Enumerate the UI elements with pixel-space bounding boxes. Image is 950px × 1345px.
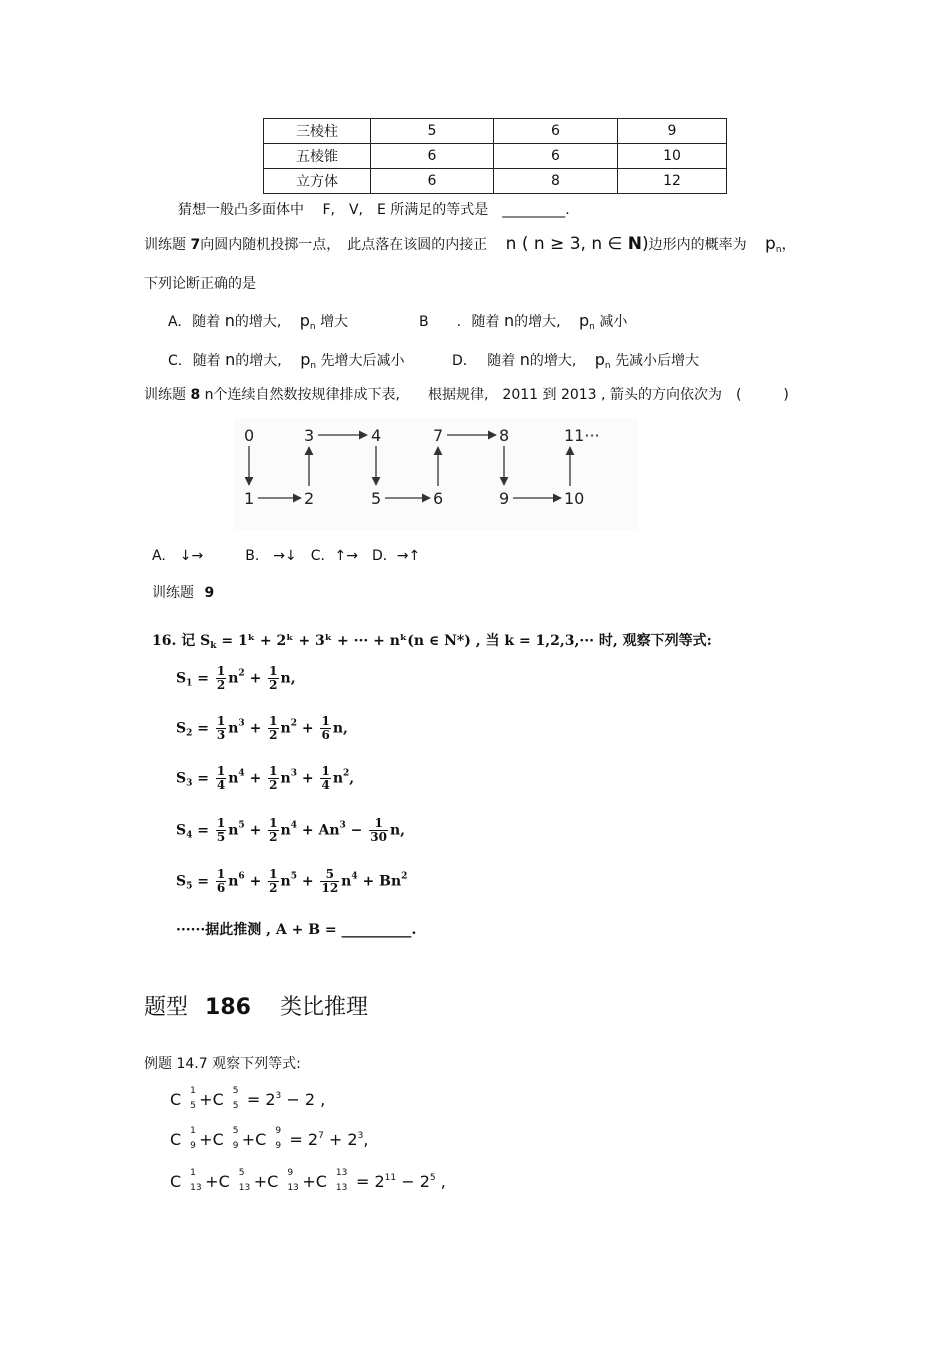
table-cell: 5 bbox=[371, 119, 494, 144]
p-symbol: p bbox=[765, 234, 776, 254]
section-heading bbox=[144, 990, 368, 1021]
s-symbol: S bbox=[176, 770, 187, 787]
fraction: $\frac{5}{12}$ bbox=[321, 867, 339, 895]
fraction: $\frac{1}{2}$ bbox=[216, 664, 226, 692]
problem-9-line bbox=[152, 582, 214, 602]
equals: = bbox=[197, 770, 209, 787]
exponent: 3 bbox=[290, 768, 297, 779]
comma: , bbox=[343, 720, 348, 737]
fraction: $\frac{1}{3}$ bbox=[216, 714, 226, 742]
option-label: B . bbox=[419, 314, 462, 330]
c-symbol: C bbox=[212, 1090, 224, 1109]
s-symbol: S bbox=[176, 873, 187, 890]
problem-label: 训练题 bbox=[152, 585, 194, 601]
exponent: 7 bbox=[318, 1131, 324, 1141]
var-n: n bbox=[228, 822, 239, 839]
option-c bbox=[168, 350, 405, 371]
p-n bbox=[595, 350, 611, 369]
plus: + bbox=[301, 720, 314, 737]
index-stack: 9 9 bbox=[275, 1126, 282, 1151]
table-cell: 10 bbox=[618, 144, 727, 169]
problem-7-line bbox=[144, 234, 796, 255]
node-3: 3 bbox=[304, 426, 315, 445]
term-b: Bn bbox=[379, 873, 402, 890]
node-11: 11··· bbox=[564, 426, 600, 445]
index-stack: 1 9 bbox=[190, 1126, 196, 1151]
index-stack: 13 13 bbox=[335, 1168, 348, 1193]
combination-eq-2: C 1 9 +C 5 9 +C 9 9 = $2^7 + 2^3$, bbox=[170, 1128, 368, 1154]
section-number: 186 bbox=[205, 995, 251, 1020]
c-symbol: C bbox=[255, 1130, 267, 1149]
comma: , bbox=[290, 670, 296, 687]
p-symbol: p bbox=[579, 311, 590, 330]
equation-s5 bbox=[176, 868, 407, 895]
fraction: $\frac{1}{2}$ bbox=[269, 867, 278, 895]
c-symbol: C bbox=[170, 1090, 182, 1109]
exponent: 5 bbox=[238, 820, 245, 831]
plus: + bbox=[249, 670, 262, 687]
s-subscript: 2 bbox=[186, 728, 193, 739]
table-cell: 6 bbox=[371, 169, 494, 194]
p-symbol: p bbox=[594, 350, 605, 369]
q16-lead: 16. 记 bbox=[152, 633, 196, 649]
node-4: 4 bbox=[371, 426, 382, 445]
table-cell: 立方体 bbox=[264, 169, 371, 194]
plus: + bbox=[301, 770, 314, 787]
set-n: N bbox=[627, 234, 642, 254]
table-cell: 6 bbox=[494, 119, 618, 144]
fraction: $\frac{1}{6}$ bbox=[321, 714, 330, 742]
problem-text: 向圆内随机投掷一点， 此点落在该圆的内接正 bbox=[200, 237, 488, 253]
problem-label: 训练题 bbox=[144, 237, 186, 253]
close-paren: ) bbox=[641, 234, 649, 254]
exponent: 2 bbox=[401, 871, 408, 882]
var-n: n bbox=[503, 311, 515, 330]
var-n: n bbox=[228, 670, 239, 687]
q16-final: ······据此推测 , A + B = __________. bbox=[176, 922, 417, 938]
plus: + bbox=[301, 822, 314, 839]
s-subscript: 5 bbox=[186, 881, 193, 892]
s-symbol: S bbox=[176, 670, 187, 687]
plus: + bbox=[249, 873, 262, 890]
probability-pn bbox=[765, 234, 782, 254]
option-text: 的增大, bbox=[529, 353, 577, 369]
p-n bbox=[300, 350, 316, 369]
fraction: $\frac{1}{5}$ bbox=[216, 816, 226, 844]
index-stack: 1 13 bbox=[190, 1168, 202, 1193]
p-subscript: n bbox=[310, 361, 317, 371]
rhs: = 2 bbox=[246, 1090, 276, 1109]
problem-number: 7 bbox=[190, 237, 201, 253]
var-n: n bbox=[332, 770, 344, 787]
fraction: $\frac{1}{6}$ bbox=[216, 867, 226, 895]
s-subscript: 1 bbox=[186, 678, 193, 689]
exponent: 2 bbox=[290, 718, 297, 729]
equation-s2 bbox=[176, 715, 348, 742]
option-result: 增大 bbox=[320, 314, 349, 330]
option-text: 随着 bbox=[487, 353, 516, 369]
c-symbol: C bbox=[170, 1130, 182, 1149]
equation-s3 bbox=[176, 765, 354, 792]
problem-text-2: 边形内的概率为 bbox=[648, 237, 747, 253]
index-stack: 1 5 bbox=[190, 1086, 196, 1111]
equation-s1 bbox=[176, 665, 296, 692]
var-n: n bbox=[280, 770, 291, 787]
s-symbol: S bbox=[176, 822, 187, 839]
combination-eq-3: C 1 13 +C 5 13 +C 9 13 +C 13 13 = $2^{11} - 2^5$ , bbox=[170, 1170, 446, 1196]
tail: , bbox=[435, 1172, 446, 1191]
fraction: $\frac{1}{2}$ bbox=[269, 764, 278, 792]
plus: + bbox=[249, 822, 262, 839]
var-n: n bbox=[341, 873, 352, 890]
option-d bbox=[452, 350, 699, 371]
node-1: 1 bbox=[244, 489, 255, 508]
comma: , bbox=[349, 770, 355, 787]
option-text: 随着 bbox=[192, 314, 221, 330]
node-6: 6 bbox=[433, 489, 444, 508]
table-cell: 五棱锥 bbox=[264, 144, 371, 169]
equals: = bbox=[197, 720, 209, 737]
exponent: 6 bbox=[238, 871, 245, 882]
option-label: D． bbox=[452, 353, 477, 369]
fraction: $\frac{1}{4}$ bbox=[321, 764, 330, 792]
condition-text: n ( n ≥ 3, n ∈ bbox=[505, 234, 623, 254]
fraction: $\frac{1}{30}$ bbox=[370, 816, 387, 844]
node-9: 9 bbox=[499, 489, 510, 508]
option-label: C. bbox=[168, 353, 183, 369]
exponent: 11 bbox=[384, 1173, 397, 1183]
option-b bbox=[419, 311, 627, 332]
plus: + bbox=[249, 770, 262, 787]
exponent: 4 bbox=[238, 768, 245, 779]
exponent: 3 bbox=[238, 718, 245, 729]
var-n: n bbox=[228, 770, 239, 787]
p-symbol: p bbox=[300, 350, 311, 369]
c-symbol: C bbox=[218, 1172, 230, 1191]
option-text: 的增大, bbox=[234, 314, 282, 330]
option-text: 的增大, bbox=[235, 353, 282, 369]
condition bbox=[506, 234, 649, 254]
mid: + 2 bbox=[323, 1130, 358, 1149]
polyhedron-table bbox=[263, 118, 727, 194]
index-stack: 9 13 bbox=[287, 1168, 299, 1193]
section-title: 类比推理 bbox=[279, 995, 368, 1020]
option-label: A. bbox=[168, 314, 182, 330]
var-n: n bbox=[224, 311, 235, 330]
option-a bbox=[168, 311, 348, 332]
node-10: 10 bbox=[564, 489, 585, 508]
table-cell: 6 bbox=[371, 144, 494, 169]
tail: , bbox=[363, 1130, 369, 1149]
tail: − 2 , bbox=[281, 1090, 326, 1109]
table-cell: 三棱柱 bbox=[264, 119, 371, 144]
plus: + bbox=[301, 873, 314, 890]
table-row bbox=[264, 144, 727, 169]
exponent: 5 bbox=[290, 871, 297, 882]
s-subscript: k bbox=[210, 641, 217, 651]
comma: , bbox=[400, 822, 406, 839]
fraction: $\frac{1}{2}$ bbox=[269, 714, 278, 742]
problem-7-line-2: 下列论断正确的是 bbox=[144, 276, 256, 292]
p-n bbox=[300, 311, 316, 330]
q16-sum-definition: = 1ᵏ + 2ᵏ + 3ᵏ + ··· + nᵏ(n ∈ N*) , 当 k = 1,2,3,··· 时, 观察下列等式: bbox=[221, 633, 712, 649]
var-n: n bbox=[280, 873, 291, 890]
fraction: $\frac{1}{4}$ bbox=[216, 764, 226, 792]
option-result: 减小 bbox=[599, 314, 628, 330]
index-stack: 5 5 bbox=[232, 1086, 239, 1111]
option-text: 的增大, bbox=[514, 314, 561, 330]
var-n: n bbox=[332, 720, 344, 737]
p-symbol: p bbox=[299, 311, 310, 330]
var-n: n bbox=[389, 822, 401, 839]
node-5: 5 bbox=[371, 489, 382, 508]
p-subscript: n bbox=[604, 361, 611, 371]
arrow-diagram bbox=[234, 418, 638, 530]
option-text: 随着 bbox=[192, 353, 221, 369]
c-symbol: C bbox=[315, 1172, 327, 1191]
exponent: 5 bbox=[429, 1173, 436, 1183]
index-stack: 5 9 bbox=[232, 1126, 239, 1151]
c-symbol: C bbox=[212, 1130, 224, 1149]
minus: − bbox=[350, 822, 363, 839]
problem-number: 8 bbox=[190, 387, 201, 403]
index-stack: 5 13 bbox=[238, 1168, 251, 1193]
exponent: 3 bbox=[275, 1091, 282, 1101]
combination-eq-1: C 1 5 +C 5 5 = $2^3 - 2$ , bbox=[170, 1088, 325, 1114]
c-symbol: C bbox=[267, 1172, 279, 1191]
problem-8-options: A. ↓→ B. →↓ C．↑→ D．→↑ bbox=[152, 548, 421, 564]
term-a: An bbox=[318, 822, 340, 839]
exponent: 2 bbox=[343, 768, 350, 779]
table-cell: 12 bbox=[618, 169, 727, 194]
var-n: n bbox=[228, 720, 239, 737]
table-row bbox=[264, 119, 727, 144]
problem-number: 9 bbox=[204, 585, 215, 601]
s-symbol: S bbox=[176, 720, 187, 737]
equation-s4 bbox=[176, 817, 405, 844]
rhs: = 2 bbox=[289, 1130, 319, 1149]
var-n: n bbox=[280, 822, 291, 839]
plus: + bbox=[249, 720, 262, 737]
table-cell: 6 bbox=[494, 144, 618, 169]
node-7: 7 bbox=[433, 426, 444, 445]
var-n: n bbox=[204, 387, 214, 403]
fraction: $\frac{1}{2}$ bbox=[269, 816, 278, 844]
q16-header bbox=[152, 630, 712, 651]
rhs: = 2 bbox=[356, 1172, 385, 1191]
equals: = bbox=[197, 670, 209, 687]
option-result: 先减小后增大 bbox=[615, 353, 700, 369]
var-n: n bbox=[228, 873, 239, 890]
conjecture-line: 猜想一般凸多面体中 F, V, E 所满足的等式是 _________. bbox=[178, 202, 570, 218]
tail-punct: ， bbox=[781, 237, 796, 253]
plus: + bbox=[362, 873, 375, 890]
p-subscript: n bbox=[775, 245, 782, 255]
var-n: n bbox=[519, 350, 530, 369]
s-subscript: 4 bbox=[186, 830, 193, 841]
table-cell: 8 bbox=[494, 169, 618, 194]
equals: = bbox=[197, 822, 209, 839]
node-2: 2 bbox=[304, 489, 315, 508]
problem-label: 训练题 bbox=[144, 387, 186, 403]
node-8: 8 bbox=[499, 426, 510, 445]
fraction: $\frac{1}{2}$ bbox=[269, 664, 278, 692]
s-symbol: S bbox=[200, 633, 211, 649]
p-subscript: n bbox=[309, 322, 316, 332]
exponent: 2 bbox=[238, 668, 245, 679]
exponent: 3 bbox=[357, 1131, 364, 1141]
s-subscript: 3 bbox=[186, 778, 193, 789]
c-symbol: C bbox=[170, 1172, 182, 1191]
option-text: 随着 bbox=[471, 314, 500, 330]
exponent: 4 bbox=[290, 820, 297, 831]
p-subscript: n bbox=[589, 322, 595, 332]
node-0: 0 bbox=[244, 426, 255, 445]
var-n: n bbox=[225, 350, 236, 369]
mid: − 2 bbox=[396, 1172, 430, 1191]
example-label: 例题 14.7 观察下列等式: bbox=[144, 1056, 301, 1072]
p-n bbox=[579, 311, 595, 330]
problem-8-line bbox=[144, 384, 789, 404]
table-row bbox=[264, 169, 727, 194]
section-prefix: 题型 bbox=[144, 995, 189, 1020]
exponent: 3 bbox=[339, 820, 346, 831]
var-n: n bbox=[280, 720, 291, 737]
table-cell: 9 bbox=[618, 119, 727, 144]
equals: = bbox=[197, 873, 209, 890]
var-n: n bbox=[280, 670, 291, 687]
exponent: 4 bbox=[351, 871, 358, 882]
problem-text: 个连续自然数按规律排成下表, 根据规律, 2011 到 2013 , 箭头的方向依次为 ( ) bbox=[213, 387, 789, 403]
option-result: 先增大后减小 bbox=[320, 353, 405, 369]
